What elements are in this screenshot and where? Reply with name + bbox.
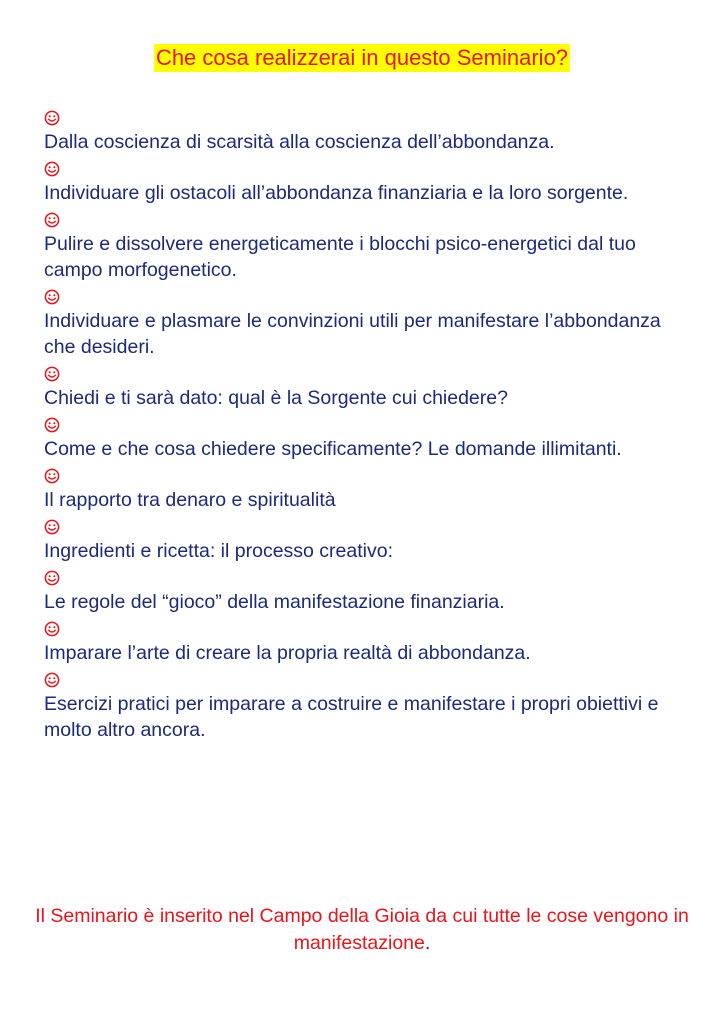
list-item-text: Esercizi pratici per imparare a costruire e manifestare i propri obiettivi e molto altro ancora. xyxy=(44,693,659,741)
smiley-icon xyxy=(44,468,60,484)
list-item xyxy=(44,212,694,283)
list-item-text: Ingredienti e ricetta: il processo creativo: xyxy=(44,540,394,562)
list-item-text: Chiedi e ti sarà dato: qual è la Sorgente cui chiedere? xyxy=(44,387,508,409)
smiley-icon xyxy=(44,212,60,228)
smiley-icon xyxy=(44,519,60,535)
footer-text: Il Seminario è inserito nel Campo della Gioia da cui tutte le cose vengono in manifestazione xyxy=(35,905,689,954)
list-item xyxy=(44,417,694,462)
smiley-icon xyxy=(44,672,60,688)
smiley-icon xyxy=(44,570,60,586)
smiley-icon xyxy=(44,417,60,433)
footer-period: . xyxy=(424,932,431,954)
list-item-text: Individuare gli ostacoli all’abbondanza finanziaria e la loro sorgente. xyxy=(44,182,629,204)
smiley-icon xyxy=(44,289,60,305)
list-item xyxy=(44,621,694,666)
list-item-text: Pulire e dissolvere energeticamente i blocchi psico-energetici dal tuo campo morfogenetico. xyxy=(44,233,636,281)
list-item xyxy=(44,289,694,360)
list-item-text: Imparare l’arte di creare la propria realtà di abbondanza. xyxy=(44,642,531,664)
list-item-text: Come e che cosa chiedere specificamente? Le domande illimitanti. xyxy=(44,438,622,460)
list-item-text: Le regole del “gioco” della manifestazione finanziaria. xyxy=(44,591,505,613)
footer-note xyxy=(30,903,694,957)
list-item xyxy=(44,519,694,564)
page-title: Che cosa realizzerai in questo Seminario? xyxy=(155,45,569,70)
list-item xyxy=(44,468,694,513)
list-item-text: Individuare e plasmare le convinzioni utili per manifestare l’abbondanza che desideri. xyxy=(44,310,661,358)
list-item xyxy=(44,672,694,743)
smiley-icon xyxy=(44,161,60,177)
list-item xyxy=(44,366,694,411)
list-item xyxy=(44,570,694,615)
benefits-list xyxy=(44,104,694,743)
smiley-icon xyxy=(44,366,60,382)
list-item-text: Dalla coscienza di scarsità alla coscienza dell’abbondanza. xyxy=(44,131,555,153)
list-item xyxy=(44,161,694,206)
list-item-text: Il rapporto tra denaro e spiritualità xyxy=(44,489,336,511)
list-item xyxy=(44,110,694,155)
smiley-icon xyxy=(44,621,60,637)
smiley-icon xyxy=(44,110,60,126)
title-wrapper xyxy=(0,44,724,72)
